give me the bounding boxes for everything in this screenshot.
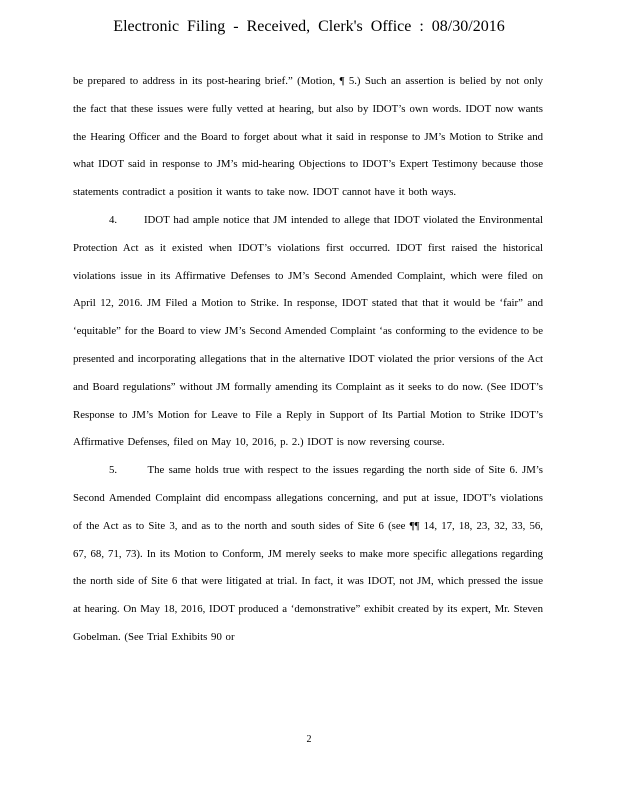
- paragraph-number: 5.: [109, 464, 118, 477]
- page-number: 2: [306, 734, 312, 745]
- paragraph-text: be prepared to address in its post-hearing brief.” (Motion, ¶ 5.) Such an assertion is belied by not only the fact that these issues were fully vetted at hearing, but also by IDOT’s own words. IDOT now wants the Hearing Officer and the Board to forget about what it said in response to JM’s Motion to Strike and what IDOT said in response to JM’s mid-hearing Objections to IDOT’s Expert Testimony because those statements contradict a position it wants to take now. IDOT cannot have it both ways.: [73, 75, 543, 199]
- paragraph-continuation: [73, 68, 543, 207]
- document-body: [73, 68, 543, 652]
- paragraph-5: [73, 457, 543, 652]
- paragraph-text: The same holds true with respect to the issues regarding the north side of Site 6. JM’s Second Amended Complaint did encompass allegations concerning, and put at issue, IDOT’s violations of the Act as to Site 3, and as to the north and south sides of Site 6 (see ¶¶ 14, 17, 18, 23, 32, 33, 56, 67, 68, 71, 73). In its Motion to Conform, JM merely seeks to make more specific allegations regarding the north side of Site 6 that were litigated at trial. In fact, it was IDOT, not JM, which pressed the issue at hearing. On May 18, 2016, IDOT produced a ‘demonstrative” exhibit created by its expert, Mr. Steven Gobelman. (See Trial Exhibits 90 or: [73, 464, 543, 643]
- paragraph-text: IDOT had ample notice that JM intended to allege that IDOT violated the Environmental Protection Act as it existed when IDOT’s violations first occurred. IDOT first raised the historical violations issue in its Affirmative Defenses to JM’s Second Amended Complaint, which were filed on April 12, 2016. JM Filed a Motion to Strike. In response, IDOT stated that that it would be ‘fair” and ‘equitable” for the Board to view JM’s Second Amended Complaint ‘as conforming to the evidence to be presented and incorporating allegations that in the alternative IDOT violated the prior versions of the Act and Board regulations” without JM formally amending its Complaint as it seeks to do now. (See IDOT’s Response to JM’s Motion for Leave to File a Reply in Support of Its Partial Motion to Strike IDOT’s Affirmative Defenses, filed on May 10, 2016, p. 2.) IDOT is now reversing course.: [73, 213, 543, 449]
- filing-header: Electronic Filing - Received, Clerk's Office : 08/30/2016: [113, 18, 505, 35]
- paragraph-number: 4.: [109, 213, 118, 226]
- paragraph-4: [73, 207, 543, 457]
